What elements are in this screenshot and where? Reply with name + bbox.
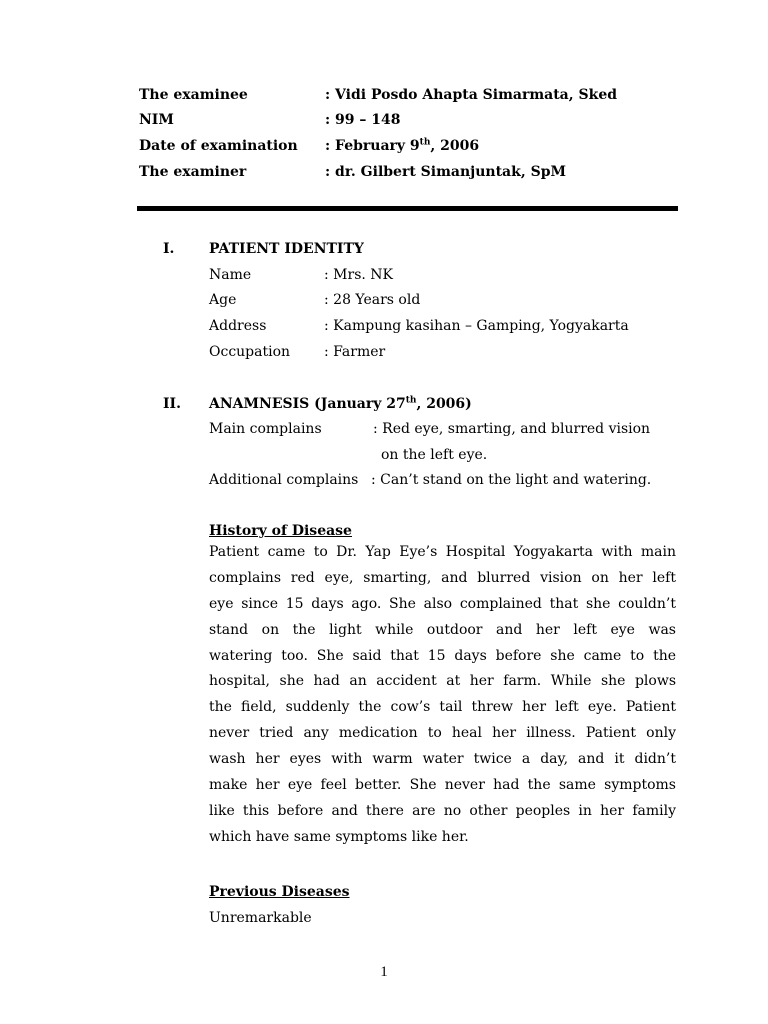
main-complains-continuation: on the left eye. (381, 447, 488, 463)
header-label: Date of examination (139, 138, 298, 154)
header-label: The examinee (139, 87, 248, 103)
identity-value: : Farmer (324, 344, 386, 360)
previous-diseases-value: Unremarkable (209, 910, 312, 926)
header-divider (137, 206, 678, 211)
history-line: the field, suddenly the cow’s tail threw her left eye. Patient (209, 699, 676, 716)
main-complains-label: Main complains (209, 421, 322, 437)
identity-value: : Mrs. NK (324, 267, 393, 283)
section-title-anamnesis (209, 396, 472, 412)
history-line: Patient came to Dr. Yap Eye’s Hospital Yogyakarta with main (209, 544, 676, 560)
history-line: complains red eye, smarting, and blurred vision on her left (209, 569, 676, 586)
header-value (325, 138, 479, 154)
section-number: II. (163, 396, 181, 412)
anamnesis-title-suffix: th (405, 395, 417, 406)
history-line: which have same symptoms like her. (209, 828, 469, 845)
history-line: make her eye feel better. She never had the same symptoms (209, 777, 676, 794)
header-label: The examiner (139, 164, 247, 180)
anamnesis-title-text: ANAMNESIS (January 27 (209, 396, 406, 412)
identity-label: Name (209, 267, 252, 283)
header-value: : dr. Gilbert Simanjuntak, SpM (325, 164, 566, 180)
identity-value: : 28 Years old (324, 292, 421, 308)
identity-value: : Kampung kasihan – Gamping, Yogyakarta (324, 318, 629, 334)
history-of-disease-heading: History of Disease (209, 523, 352, 539)
history-line: like this before and there are no other peoples in her family (209, 802, 676, 819)
history-line: never tried any medication to heal her illness. Patient only (209, 725, 676, 742)
history-line: eye since 15 days ago. She also complained that she couldn’t (209, 595, 676, 612)
history-line: watering too. She said that 15 days before she came to the (209, 647, 676, 664)
header-value: : Vidi Posdo Ahapta Simarmata, Sked (325, 87, 618, 103)
additional-complains-label: Additional complains (209, 472, 359, 488)
previous-diseases-heading: Previous Diseases (209, 884, 350, 900)
history-line: stand on the light while outdoor and her left eye was (209, 621, 676, 638)
date-year: , 2006 (430, 138, 480, 154)
identity-label: Address (209, 318, 267, 334)
additional-complains-value: : Can’t stand on the light and watering. (371, 472, 652, 488)
section-title-patient-identity: PATIENT IDENTITY (209, 241, 364, 257)
page-number: 1 (380, 964, 388, 980)
header-value: : 99 – 148 (325, 112, 401, 128)
header-label: NIM (139, 112, 174, 128)
main-complains-value: : Red eye, smarting, and blurred vision (373, 421, 651, 437)
date-text: : February 9 (325, 138, 420, 154)
date-suffix: th (419, 137, 431, 148)
identity-label: Age (209, 292, 237, 308)
history-line: wash her eyes with warm water twice a day, and it didn’t (209, 751, 676, 768)
anamnesis-title-year: , 2006) (416, 396, 472, 412)
section-number: I. (163, 241, 175, 257)
history-line: hospital, she had an accident at her farm. While she plows (209, 673, 676, 690)
history-paragraph (209, 540, 676, 851)
identity-label: Occupation (209, 344, 291, 360)
